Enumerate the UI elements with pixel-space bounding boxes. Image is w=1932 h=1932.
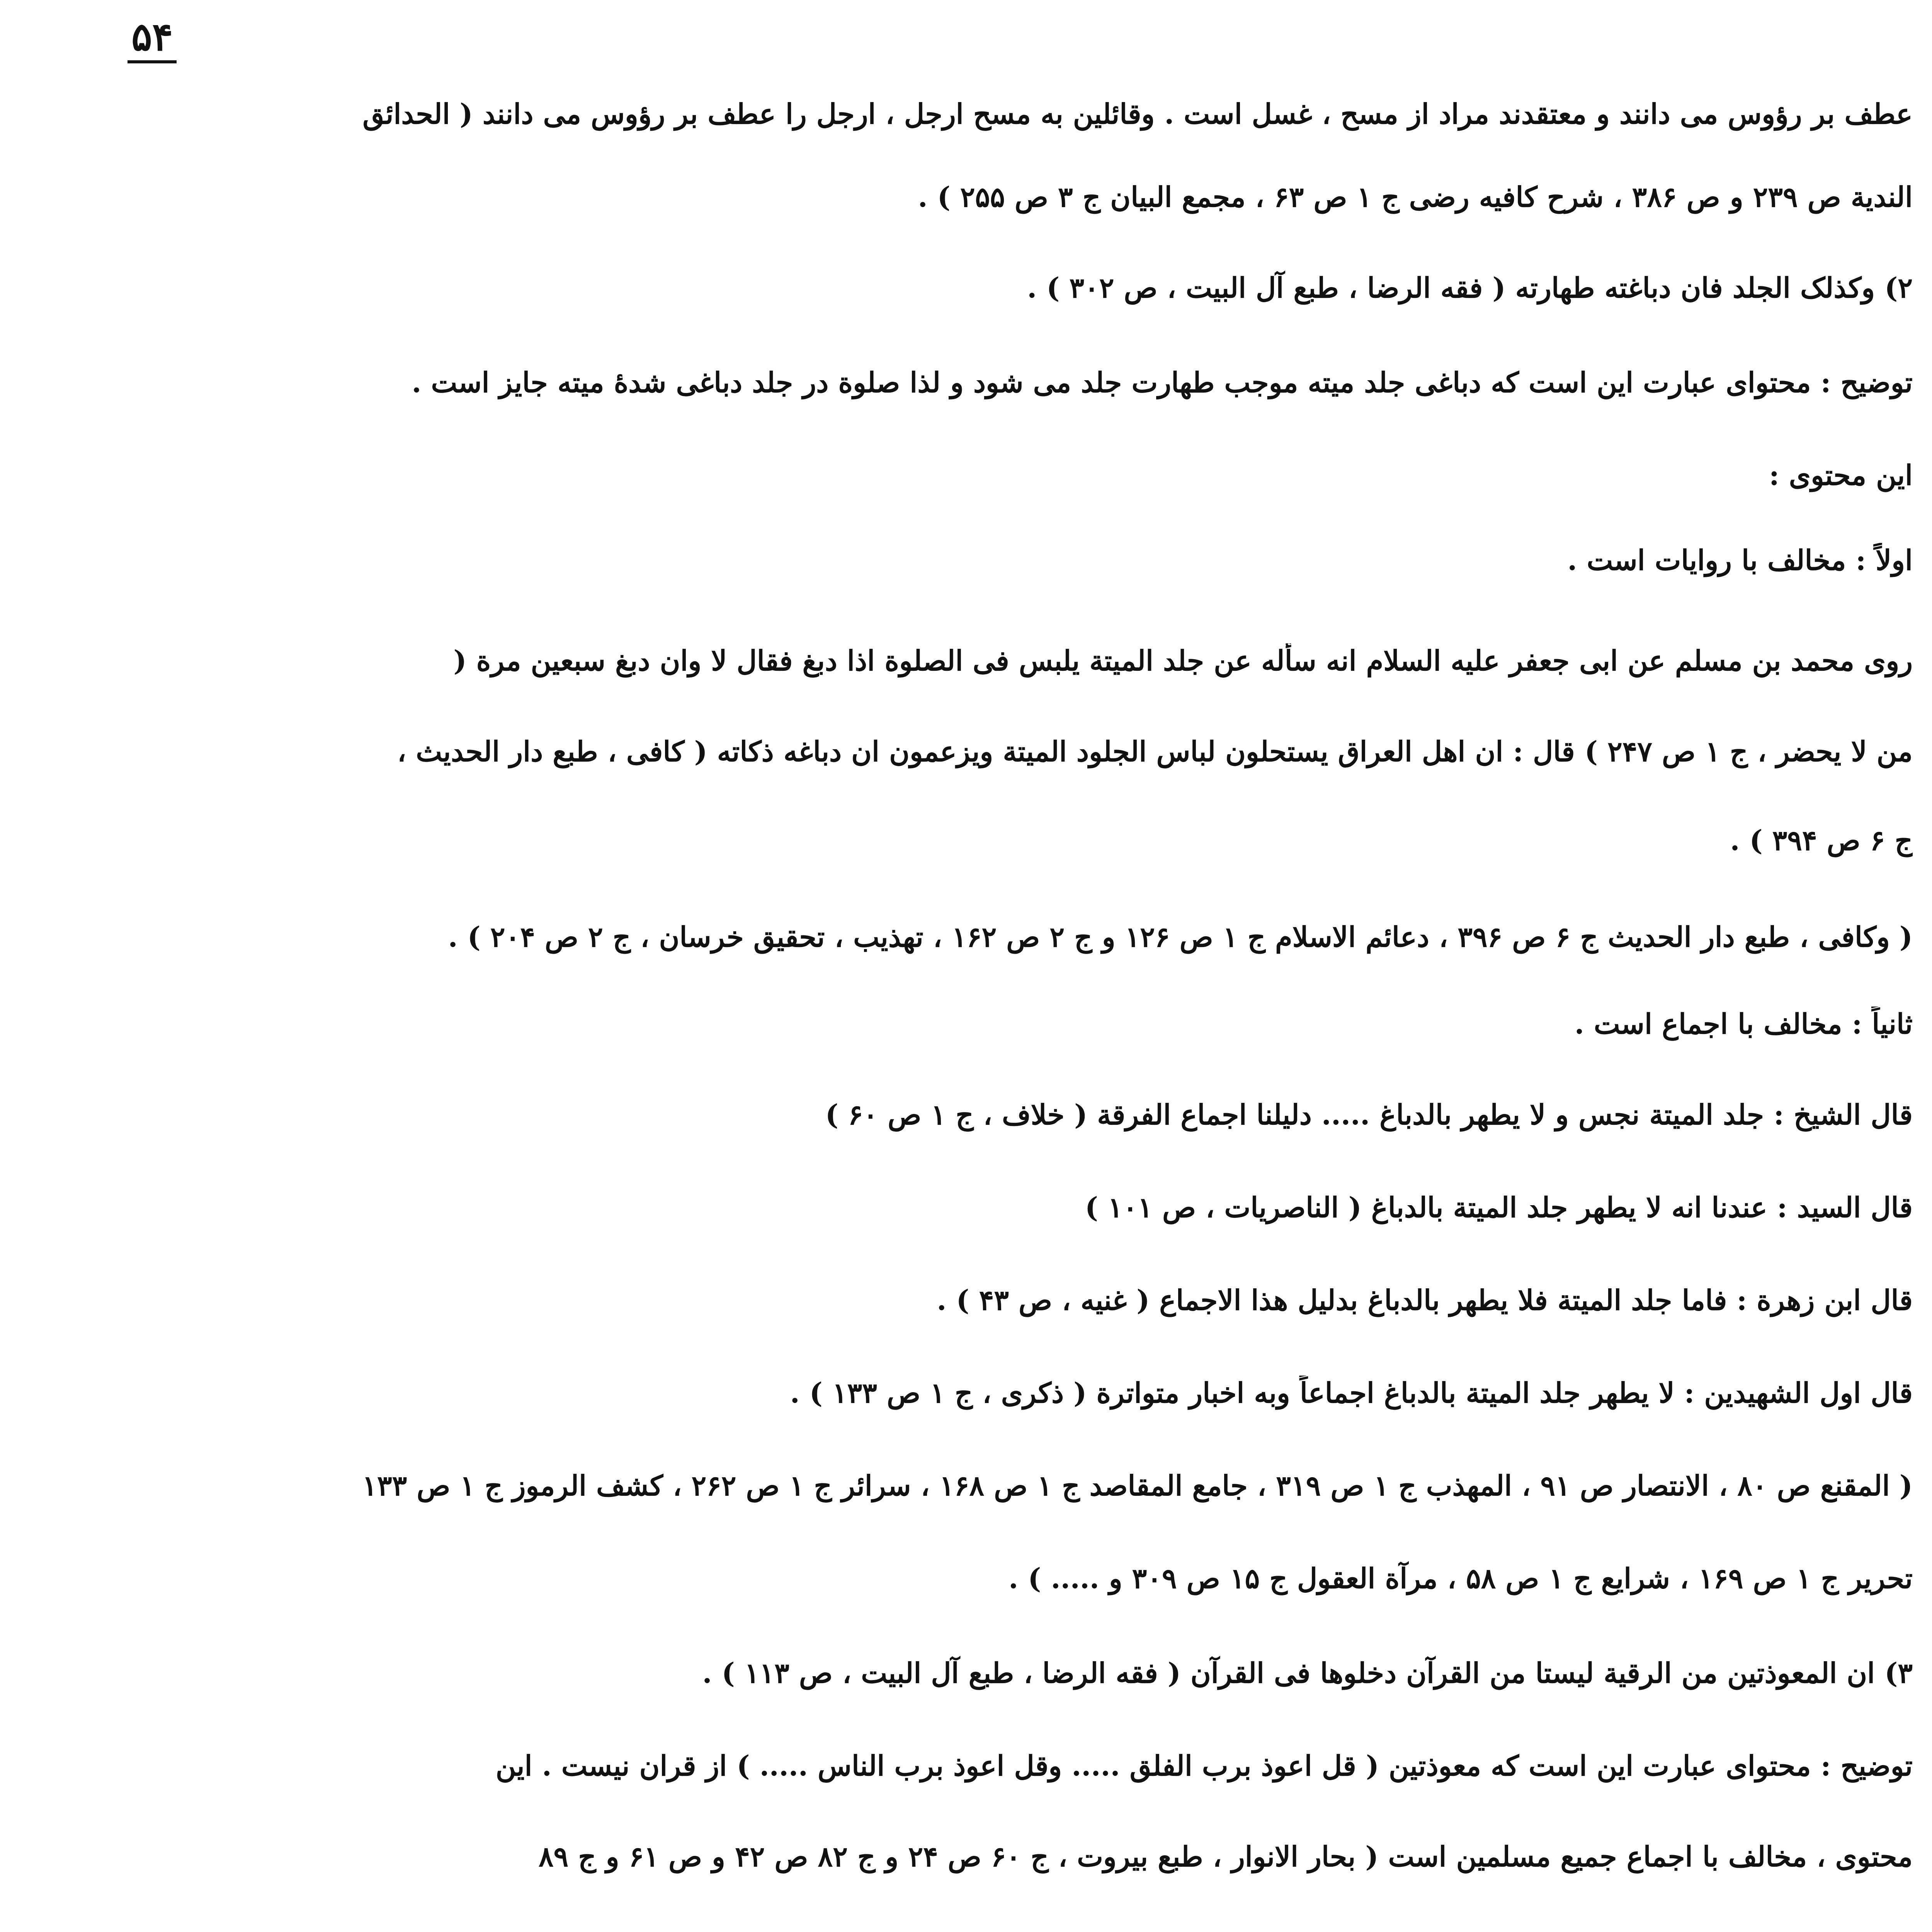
text-line: قال السید : عندنا انه لا یطهر جلد المیتة بالدباغ ( الناصریات ، ص ۱۰۱ ) — [1085, 1191, 1913, 1224]
text-line: این محتوی : — [1769, 459, 1913, 492]
text-line: ( وکافی ، طبع دار الحدیث ج ۶ ص ۳۹۶ ، دعائم الاسلام ج ۱ ص ۱۲۶ و ج ۲ ص ۱۶۲ ، تهذیب ، تحقیق خرسان ، ج ۲ ص ۲۰۴ ) . — [448, 920, 1913, 953]
text-line: ۲) وکذلک الجلد فان دباغته طهارته ( فقه الرضا ، طبع آل البیت ، ص ۳۰۲ ) . — [1027, 271, 1913, 304]
text-line: قال اول الشهیدین : لا یطهر جلد المیتة بالدباغ اجماعاً وبه اخبار متواترة ( ذکری ، ج ۱ ص ۱۳۳ ) . — [790, 1376, 1913, 1409]
text-line: قال ابن زهرة : فاما جلد المیتة فلا یطهر بالدباغ بدلیل هذا الاجماع ( غنیه ، ص ۴۳ ) . — [937, 1284, 1913, 1316]
text-line: اولاً : مخالف با روایات است . — [1567, 544, 1913, 577]
text-line: ج ۶ ص ۳۹۴ ) . — [1730, 824, 1913, 857]
text-line: محتوی ، مخالف با اجماع جمیع مسلمین است ( بحار الانوار ، طبع بیروت ، ج ۶۰ ص ۲۴ و ج ۸۲ ص ۴۲ و ص ۶۱ و ج ۸۹ — [538, 1840, 1913, 1873]
text-line: ثانیاً : مخالف با اجماع است . — [1574, 1007, 1913, 1040]
text-line: توضیح : محتوای عبارت این است که دباغی جلد میته موجب طهارت جلد می شود و لذا صلوة در جلد دباغی شدۀ میته جایز است . — [412, 366, 1913, 399]
text-line: عطف بر رؤوس می دانند و معتقدند مراد از مسح ، غسل است . وقائلین به مسح ارجل ، ارجل را عطف بر رؤوس می دانند ( الحدائق — [362, 97, 1913, 130]
text-line: قال الشیخ : جلد المیتة نجس و لا یطهر بالدباغ ..... دلیلنا اجماع الفرقة ( خلاف ، ج ۱ ص ۶۰ ) — [825, 1098, 1913, 1131]
text-line: من لا یحضر ، ج ۱ ص ۲۴۷ ) قال : ان اهل العراق یستحلون لباس الجلود المیتة ویزعمون ان دباغه ذکاته ( کافی ، طبع دار الحدیث ، — [397, 735, 1913, 768]
text-line: ( المقنع ص ۸۰ ، الانتصار ص ۹۱ ، المهذب ج ۱ ص ۳۱۹ ، جامع المقاصد ج ۱ ص ۱۶۸ ، سرائر ج ۱ ص ۲۶۲ ، کشف الرموز ج ۱ ص ۱۳۳ — [362, 1469, 1913, 1502]
text-line: روی محمد بن مسلم عن ابی جعفر علیه السلام انه سأله عن جلد المیتة یلبس فی الصلوة اذا دبغ فقال لا وان دبغ سبعین مرة ( — [453, 644, 1913, 677]
text-line: الندیة ص ۲۳۹ و ص ۳۸۶ ، شرح کافیه رضی ج ۱ ص ۶۳ ، مجمع البیان ج ۳ ص ۲۵۵ ) . — [918, 180, 1913, 213]
text-line: تحریر ج ۱ ص ۱۶۹ ، شرایع ج ۱ ص ۵۸ ، مرآة العقول ج ۱۵ ص ۳۰۹ و ..... ) . — [1009, 1562, 1913, 1595]
page-number: ۵۴ — [128, 15, 177, 63]
text-line: ۳) ان المعوذتین من الرقیة لیستا من القرآن دخلوها فی القرآن ( فقه الرضا ، طبع آل البیت ، ص ۱۱۳ ) . — [702, 1656, 1913, 1689]
text-line: توضیح : محتوای عبارت این است که معوذتین ( قل اعوذ برب الفلق ..... وقل اعوذ برب الناس ..... ) از قران نیست . این — [495, 1749, 1913, 1782]
